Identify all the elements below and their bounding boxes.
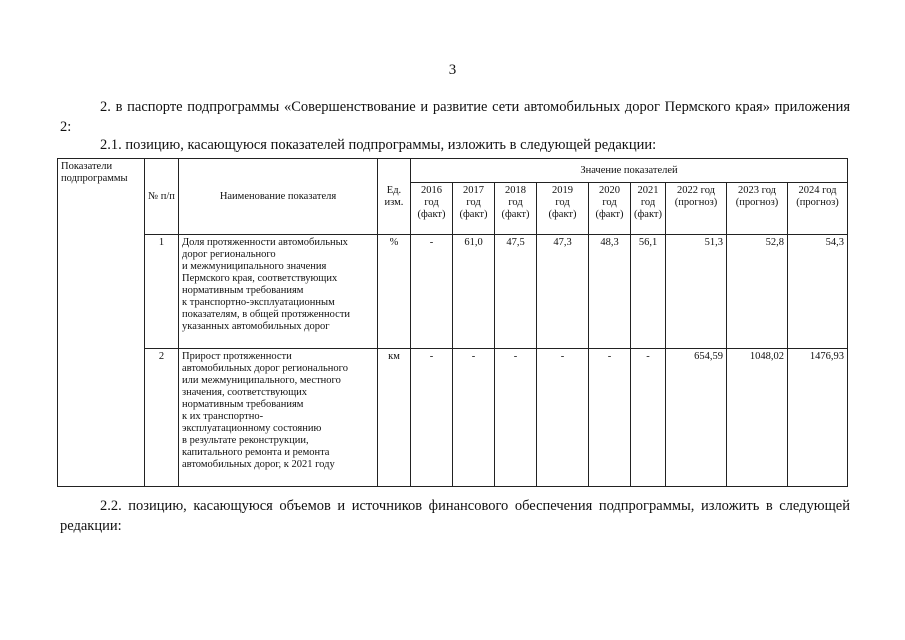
name-header: Наименование показателя	[179, 159, 378, 235]
year-header-type-line1: (прогноз)	[735, 197, 779, 208]
year-header-1	[453, 183, 495, 235]
year-header-year: 2021	[637, 185, 659, 196]
indicator-name-line: Прирост протяженности	[182, 351, 292, 362]
indicator-name-line: капитального ремонта и ремонта	[182, 447, 330, 458]
indicator-name-line: указанных автомобильных дорог	[182, 321, 330, 332]
row-number: 1	[145, 235, 179, 349]
value-cell: 51,3	[666, 235, 727, 349]
year-header-0	[411, 183, 453, 235]
intro-paragraph: 2. в паспорте подпрограммы «Совершенствование и развитие сети автомобильных дорог Пермского края» приложения 2:	[60, 99, 850, 135]
year-header-year: 2023 год	[738, 185, 776, 196]
value-cell: 52,8	[727, 235, 788, 349]
unit-cell: %	[378, 235, 411, 349]
unit-header: Ед. изм.	[378, 159, 411, 235]
year-header-type-line1: (прогноз)	[796, 197, 839, 208]
values-header: Значение показателей	[411, 159, 848, 183]
year-header-type-line2: (факт)	[634, 209, 663, 220]
indicator-name-line: показателям, в общей протяженности	[182, 309, 351, 320]
value-cell: -	[453, 349, 495, 487]
value-cell: -	[631, 349, 666, 487]
year-header-5	[631, 183, 666, 235]
indicator-name-line: Пермского края, соответствующих	[182, 273, 338, 284]
sub-paragraph-2-2: 2.2. позицию, касающуюся объемов и источников финансового обеспечения подпрограммы, изложить в следующей редакции:	[60, 498, 850, 534]
indicator-name	[179, 235, 378, 349]
left-header-cell	[58, 159, 145, 487]
year-header-type-line2: (факт)	[548, 209, 577, 220]
year-header-year: 2024 год	[798, 185, 837, 196]
year-header-type-line2: (факт)	[501, 209, 530, 220]
year-header-type-line1: год	[466, 197, 481, 208]
year-header-type-line2: (факт)	[459, 209, 488, 220]
value-cell: -	[495, 349, 537, 487]
value-cell: 61,0	[453, 235, 495, 349]
indicator-name-line: к транспортно-эксплуатационным	[182, 297, 335, 308]
year-header-2	[495, 183, 537, 235]
value-cell: 56,1	[631, 235, 666, 349]
value-cell: 654,59	[666, 349, 727, 487]
year-header-year: 2017	[463, 185, 484, 196]
page-number: 3	[448, 62, 457, 78]
value-cell: -	[411, 349, 453, 487]
year-header-year: 2019	[552, 185, 573, 196]
value-cell: 47,3	[537, 235, 589, 349]
value-cell: -	[411, 235, 453, 349]
indicator-name-line: и межмуниципального значения	[182, 261, 327, 272]
left-header-label: Показатели подпрограммы	[61, 161, 128, 184]
indicator-name-line: значения, соответствующих	[182, 387, 308, 398]
indicator-name-line: нормативным требованиям	[182, 399, 304, 410]
year-header-year: 2020	[599, 185, 620, 196]
indicator-name-line: автомобильных дорог, к 2021 году	[182, 459, 335, 470]
num-header: № п/п	[145, 159, 179, 235]
value-cell: 47,5	[495, 235, 537, 349]
value-cell: 1476,93	[788, 349, 848, 487]
year-header-type-line1: год	[602, 197, 617, 208]
year-header-type-line1: год	[508, 197, 523, 208]
unit-cell: км	[378, 349, 411, 487]
indicator-name-line: автомобильных дорог регионального	[182, 363, 348, 374]
year-header-type-line1: год	[555, 197, 570, 208]
indicator-name-line: в результате реконструкции,	[182, 435, 309, 446]
year-header-7	[727, 183, 788, 235]
year-header-4	[589, 183, 631, 235]
indicator-name-line: эксплуатационному состоянию	[182, 423, 322, 434]
year-header-6	[666, 183, 727, 235]
value-cell: -	[589, 349, 631, 487]
sub-paragraph-2-1: 2.1. позицию, касающуюся показателей подпрограммы, изложить в следующей редакции:	[100, 137, 657, 153]
indicator-name-line: нормативным требованиям	[182, 285, 304, 296]
value-cell: 54,3	[788, 235, 848, 349]
row-number: 2	[145, 349, 179, 487]
value-cell: 48,3	[589, 235, 631, 349]
year-header-year: 2018	[505, 185, 526, 196]
indicators-table	[57, 158, 848, 487]
value-cell: -	[537, 349, 589, 487]
value-cell: 1048,02	[727, 349, 788, 487]
indicator-name-line: Доля протяженности автомобильных	[182, 237, 348, 248]
year-header-year: 2022 год	[677, 185, 715, 196]
year-header-type-line2: (факт)	[595, 209, 624, 220]
year-header-8	[788, 183, 848, 235]
year-header-type-line1: год	[424, 197, 439, 208]
year-header-type-line1: год	[640, 197, 656, 208]
year-header-year: 2016	[421, 185, 442, 196]
indicator-name-line: или межмуниципального, местного	[182, 375, 341, 386]
year-header-type-line2: (факт)	[417, 209, 446, 220]
indicator-name	[179, 349, 378, 487]
year-header-3	[537, 183, 589, 235]
year-header-type-line1: (прогноз)	[674, 197, 718, 208]
indicator-name-line: дорог регионального	[182, 249, 276, 260]
indicator-name-line: к их транспортно-	[182, 411, 264, 422]
